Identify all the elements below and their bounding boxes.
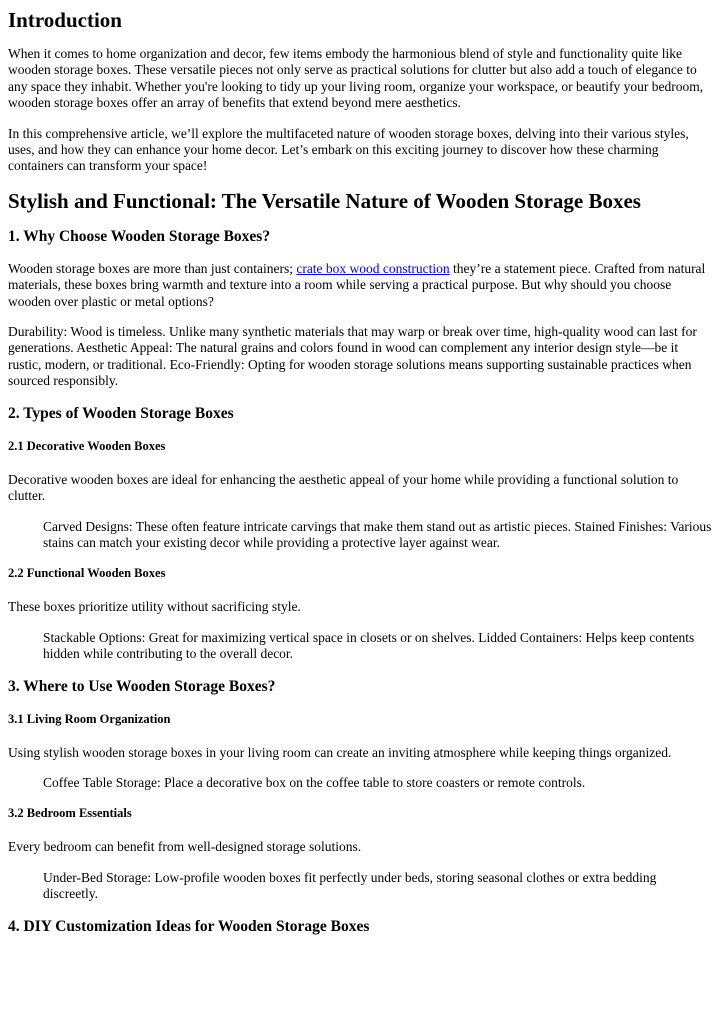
section-2-1-heading: 2.1 Decorative Wooden Boxes: [8, 438, 166, 453]
section-2-1-quote: Carved Designs: These often feature intricate carvings that make them stand out as artistic pieces. Stained Finishes: Various stains can match your existing decor while providing a protective layer against wear.: [43, 518, 712, 550]
section-3-1-heading: 3.1 Living Room Organization: [8, 711, 171, 726]
crate-box-link[interactable]: crate box wood construction: [296, 260, 450, 276]
section-2-2-quote: Stackable Options: Great for maximizing vertical space in closets or on shelves. Lidded Containers: Helps keep contents hidden while contributing to the overall decor.: [43, 629, 695, 662]
section-2-2-paragraph: These boxes prioritize utility without sacrificing style.: [8, 599, 301, 615]
section-3-1-quote: Coffee Table Storage: Place a decorative box on the coffee table to store coasters or remote controls.: [43, 774, 586, 790]
section-3-heading: 3. Where to Use Wooden Storage Boxes?: [8, 677, 276, 695]
article: [0, 8, 720, 937]
section-3-2-paragraph: Every bedroom can benefit from well-designed storage solutions.: [8, 839, 362, 855]
section-2-2-heading: 2.2 Functional Wooden Boxes: [8, 566, 166, 581]
section-4-heading: 4. DIY Customization Ideas for Wooden Storage Boxes: [8, 917, 370, 935]
section-1-heading: 1. Why Choose Wooden Storage Boxes?: [8, 227, 271, 245]
intro-paragraph-1: When it comes to home organization and decor, few items embody the harmonious blend of style and functionality quite like wooden storage boxes. These versatile pieces not only serve as practical solutions for clutter but also add a touch of elegance to any space they inhabit. Whether you're looking to tidy up your living room, organize your workspace, or beautify your bedroom, wooden storage boxes offer an array of benefits that extend beyond mere aesthetics.: [8, 46, 704, 111]
section-3-2-heading: 3.2 Bedroom Essentials: [8, 806, 132, 821]
section-2-heading: 2. Types of Wooden Storage Boxes: [8, 404, 234, 422]
section-2-1-paragraph: Decorative wooden boxes are ideal for enhancing the aesthetic appeal of your home while providing a functional solution to clutter.: [8, 471, 679, 504]
intro-heading: Introduction: [8, 8, 122, 32]
section-3-1-paragraph: Using stylish wooden storage boxes in your living room can create an inviting atmosphere while keeping things organized.: [8, 744, 672, 760]
section-1-paragraph-2: Durability: Wood is timeless. Unlike many synthetic materials that may warp or break over time, high-quality wood can last for generations. Aesthetic Appeal: The natural grains and colors found in wood can complement any interior design style—be it rustic, modern, or traditional. Eco-Friendly: Opting for wooden storage solutions means supporting sustainable practices when sourced responsibly.: [8, 324, 697, 389]
main-heading: Stylish and Functional: The Versatile Nature of Wooden Storage Boxes: [8, 188, 641, 213]
section-3-2-quote: Under-Bed Storage: Low-profile wooden boxes fit perfectly under beds, storing seasonal clothes or extra bedding discreetly.: [43, 869, 657, 902]
section-1-text-after-link: they’re a statement piece. Crafted from natural materials, these boxes bring warmth and texture into a room while serving a practical purpose. But why should you choose wooden over plastic or metal options?: [8, 260, 706, 309]
section-1-paragraph-1: [8, 261, 712, 310]
section-1-text-before-link: Wooden storage boxes are more than just containers;: [8, 260, 297, 276]
intro-paragraph-2: In this comprehensive article, we’ll explore the multifaceted nature of wooden storage boxes, delving into their various styles, uses, and how they can enhance your home decor. Let’s embark on this exciting journey to discover how these charming containers can transform your space!: [8, 125, 689, 174]
